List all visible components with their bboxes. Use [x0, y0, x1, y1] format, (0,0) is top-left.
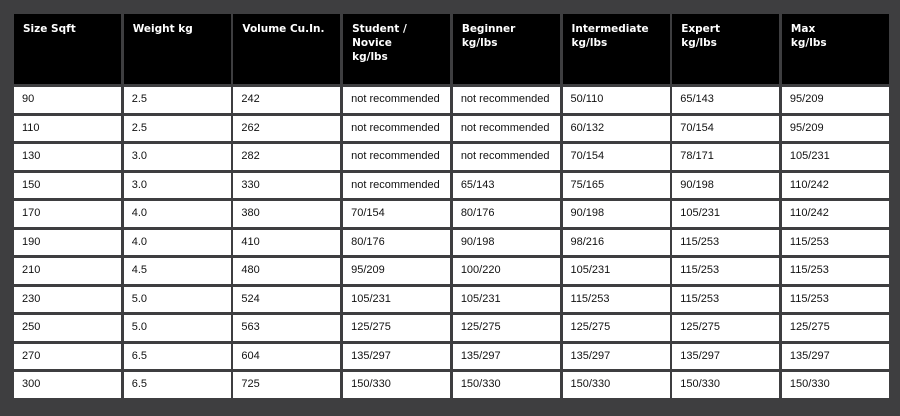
table-cell-student-novice: not recommended — [343, 173, 450, 199]
table-cell-expert: 65/143 — [672, 87, 779, 113]
table-cell-expert: 135/297 — [672, 344, 779, 370]
table-cell-size: 110 — [14, 116, 121, 142]
table-cell-student-novice: 105/231 — [343, 287, 450, 313]
table-cell-student-novice: not recommended — [343, 87, 450, 113]
table-cell-volume: 242 — [233, 87, 340, 113]
table-cell-beginner: not recommended — [453, 116, 560, 142]
table-cell-weight: 3.0 — [124, 144, 231, 170]
table-cell-volume: 725 — [233, 372, 340, 398]
table-cell-beginner: 105/231 — [453, 287, 560, 313]
table-cell-max: 95/209 — [782, 116, 889, 142]
table-cell-expert: 115/253 — [672, 230, 779, 256]
table-cell-beginner: 150/330 — [453, 372, 560, 398]
table-cell-weight: 2.5 — [124, 116, 231, 142]
table-cell-intermediate: 90/198 — [563, 201, 670, 227]
table-cell-expert: 150/330 — [672, 372, 779, 398]
header-intermediate: Intermediate kg/lbs — [563, 14, 670, 84]
header-expert: Expert kg/lbs — [672, 14, 779, 84]
table-cell-beginner: not recommended — [453, 144, 560, 170]
table-cell-weight: 4.5 — [124, 258, 231, 284]
table-cell-expert: 105/231 — [672, 201, 779, 227]
table-cell-beginner: 90/198 — [453, 230, 560, 256]
table-cell-size: 300 — [14, 372, 121, 398]
table-cell-beginner: 135/297 — [453, 344, 560, 370]
table-cell-volume: 380 — [233, 201, 340, 227]
table-cell-size: 230 — [14, 287, 121, 313]
table-cell-size: 150 — [14, 173, 121, 199]
table-cell-volume: 330 — [233, 173, 340, 199]
table-cell-student-novice: 95/209 — [343, 258, 450, 284]
table-cell-student-novice: 80/176 — [343, 230, 450, 256]
table-cell-size: 190 — [14, 230, 121, 256]
header-max: Max kg/lbs — [782, 14, 889, 84]
table-cell-max: 105/231 — [782, 144, 889, 170]
table-cell-volume: 262 — [233, 116, 340, 142]
table-cell-weight: 2.5 — [124, 87, 231, 113]
table-cell-size: 270 — [14, 344, 121, 370]
table-cell-student-novice: 135/297 — [343, 344, 450, 370]
table-cell-volume: 282 — [233, 144, 340, 170]
table-cell-weight: 3.0 — [124, 173, 231, 199]
table-cell-max: 115/253 — [782, 287, 889, 313]
table-cell-intermediate: 150/330 — [563, 372, 670, 398]
table-cell-size: 130 — [14, 144, 121, 170]
table-cell-max: 115/253 — [782, 258, 889, 284]
table-cell-size: 90 — [14, 87, 121, 113]
table-cell-size: 170 — [14, 201, 121, 227]
table-cell-student-novice: not recommended — [343, 144, 450, 170]
table-cell-student-novice: 125/275 — [343, 315, 450, 341]
table-cell-intermediate: 50/110 — [563, 87, 670, 113]
table-cell-intermediate: 115/253 — [563, 287, 670, 313]
table-cell-expert: 115/253 — [672, 287, 779, 313]
size-chart-table — [14, 14, 889, 398]
table-cell-expert: 90/198 — [672, 173, 779, 199]
table-cell-max: 125/275 — [782, 315, 889, 341]
header-student-novice: Student / Novice kg/lbs — [343, 14, 450, 84]
table-cell-volume: 480 — [233, 258, 340, 284]
header-size-sqft: Size Sqft — [14, 14, 121, 84]
header-volume: Volume Cu.In. — [233, 14, 340, 84]
table-cell-size: 210 — [14, 258, 121, 284]
table-cell-volume: 410 — [233, 230, 340, 256]
header-beginner: Beginner kg/lbs — [453, 14, 560, 84]
table-cell-weight: 4.0 — [124, 201, 231, 227]
table-cell-beginner: 80/176 — [453, 201, 560, 227]
table-cell-intermediate: 135/297 — [563, 344, 670, 370]
table-cell-size: 250 — [14, 315, 121, 341]
table-cell-intermediate: 105/231 — [563, 258, 670, 284]
table-cell-weight: 6.5 — [124, 372, 231, 398]
table-cell-intermediate: 60/132 — [563, 116, 670, 142]
table-cell-beginner: not recommended — [453, 87, 560, 113]
table-cell-weight: 4.0 — [124, 230, 231, 256]
table-cell-student-novice: 70/154 — [343, 201, 450, 227]
table-cell-intermediate: 70/154 — [563, 144, 670, 170]
table-cell-max: 95/209 — [782, 87, 889, 113]
table-cell-max: 135/297 — [782, 344, 889, 370]
header-weight-kg: Weight kg — [124, 14, 231, 84]
table-cell-volume: 524 — [233, 287, 340, 313]
table-cell-max: 115/253 — [782, 230, 889, 256]
table-cell-beginner: 100/220 — [453, 258, 560, 284]
table-cell-student-novice: 150/330 — [343, 372, 450, 398]
table-cell-weight: 6.5 — [124, 344, 231, 370]
table-cell-max: 150/330 — [782, 372, 889, 398]
table-cell-weight: 5.0 — [124, 315, 231, 341]
table-cell-expert: 78/171 — [672, 144, 779, 170]
table-cell-expert: 115/253 — [672, 258, 779, 284]
table-cell-intermediate: 98/216 — [563, 230, 670, 256]
table-cell-expert: 125/275 — [672, 315, 779, 341]
table-cell-volume: 604 — [233, 344, 340, 370]
table-cell-expert: 70/154 — [672, 116, 779, 142]
table-cell-beginner: 125/275 — [453, 315, 560, 341]
table-cell-intermediate: 75/165 — [563, 173, 670, 199]
table-cell-max: 110/242 — [782, 201, 889, 227]
table-cell-student-novice: not recommended — [343, 116, 450, 142]
table-cell-volume: 563 — [233, 315, 340, 341]
table-cell-intermediate: 125/275 — [563, 315, 670, 341]
table-cell-max: 110/242 — [782, 173, 889, 199]
table-cell-weight: 5.0 — [124, 287, 231, 313]
table-cell-beginner: 65/143 — [453, 173, 560, 199]
